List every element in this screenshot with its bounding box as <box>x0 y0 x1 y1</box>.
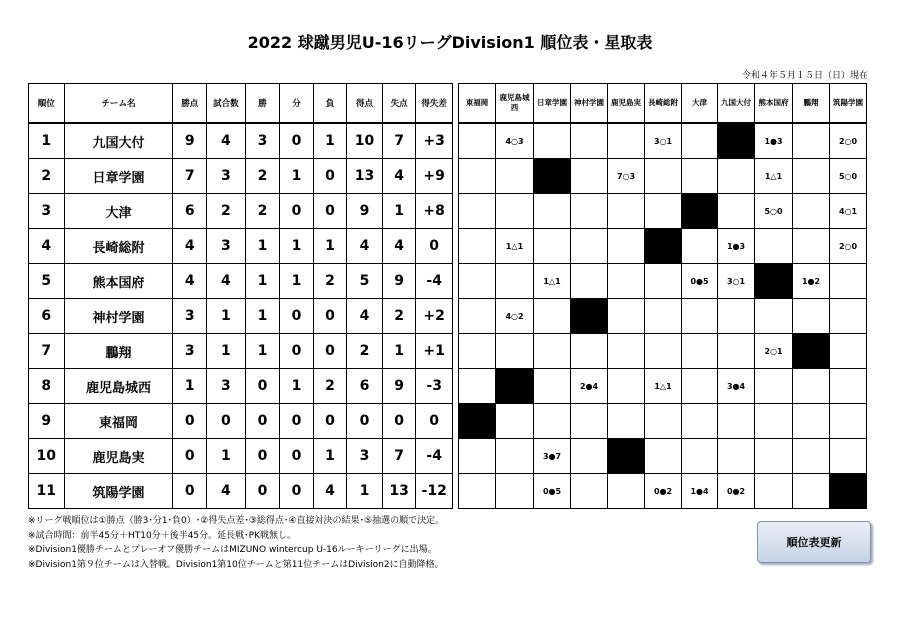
standings-cell-d: 0 <box>280 439 314 474</box>
match-result-cell <box>459 474 496 509</box>
standings-cell-d: 0 <box>280 194 314 229</box>
standings-row <box>29 404 453 439</box>
standings-cell-ga: 7 <box>382 123 416 159</box>
standings-cell-team: 鹿児島実 <box>64 439 173 474</box>
match-result-cell: 7○3 <box>608 159 645 194</box>
match-result-cell <box>608 334 645 369</box>
standings-cell-rank: 3 <box>29 194 65 229</box>
standings-cell-pts: 6 <box>173 194 207 229</box>
standings-cell-games: 4 <box>206 474 245 509</box>
standings-cell-l: 0 <box>313 404 347 439</box>
standings-cell-team: 神村学園 <box>64 299 173 334</box>
crosstable-header-cell: 大津 <box>682 84 718 124</box>
as-of-date: 令和４年５月１５日（日）現在 <box>741 71 868 81</box>
crosstable-row <box>459 474 867 509</box>
standings-cell-games: 1 <box>206 439 245 474</box>
match-result-cell <box>682 439 718 474</box>
standings-row <box>29 194 453 229</box>
match-result-cell: 0●2 <box>645 474 682 509</box>
match-result-cell <box>645 194 682 229</box>
standings-cell-team: 九国大付 <box>64 123 173 159</box>
match-result-cell <box>830 404 867 439</box>
match-result-cell: 0●5 <box>682 264 718 299</box>
standings-header-cell: 順位 <box>29 84 65 124</box>
match-result-cell <box>496 194 534 229</box>
standings-cell-pts: 0 <box>173 474 207 509</box>
match-result-cell <box>571 229 608 264</box>
match-result-cell <box>571 194 608 229</box>
match-result-cell <box>608 404 645 439</box>
standings-cell-gf: 6 <box>347 369 383 404</box>
match-result-cell <box>645 439 682 474</box>
standings-cell-pts: 7 <box>173 159 207 194</box>
standings-cell-games: 4 <box>206 123 245 159</box>
match-result-cell <box>755 299 793 334</box>
standings-cell-w: 1 <box>245 299 280 334</box>
standings-cell-gf: 9 <box>347 194 383 229</box>
standings-cell-gd: 0 <box>416 229 453 264</box>
standings-cell-w: 2 <box>245 159 280 194</box>
match-result-cell <box>830 299 867 334</box>
match-result-cell <box>608 229 645 264</box>
match-result-cell <box>755 474 793 509</box>
match-result-cell <box>534 404 571 439</box>
match-result-cell <box>608 123 645 159</box>
match-result-cell <box>682 404 718 439</box>
match-result-cell <box>496 264 534 299</box>
match-result-cell <box>459 299 496 334</box>
standings-cell-d: 1 <box>280 369 314 404</box>
standings-cell-rank: 8 <box>29 369 65 404</box>
page-title: 2022 球蹴男児U-16リーグDivision1 順位表・星取表 <box>247 33 653 52</box>
match-result-cell: 5○0 <box>830 159 867 194</box>
match-result-cell: 1△1 <box>645 369 682 404</box>
note-line: ※Division1優勝チームとプレーオフ優勝チームはMIZUNO wintercup U-16ルーキーリーグに出場。 <box>28 545 437 555</box>
standings-cell-gd: 0 <box>416 404 453 439</box>
standings-header-cell: 負 <box>313 84 347 124</box>
standings-cell-ga: 4 <box>382 229 416 264</box>
standings-cell-gd: +8 <box>416 194 453 229</box>
match-result-cell: 4○1 <box>830 194 867 229</box>
match-result-cell <box>459 264 496 299</box>
match-result-cell: 1△1 <box>755 159 793 194</box>
match-result-cell <box>718 159 755 194</box>
crosstable-row <box>459 299 867 334</box>
standings-table <box>28 83 453 509</box>
match-result-cell <box>571 439 608 474</box>
crosstable-header-cell: 九国大付 <box>718 84 755 124</box>
standings-cell-team: 熊本国府 <box>64 264 173 299</box>
match-result-cell <box>459 159 496 194</box>
standings-row <box>29 369 453 404</box>
note-line: ※試合時間：前半45分＋HT10分＋後半45分。延長戦･PK戦無し。 <box>28 530 296 541</box>
standings-cell-d: 0 <box>280 123 314 159</box>
match-result-cell: 2○1 <box>755 334 793 369</box>
standings-cell-d: 0 <box>280 474 314 509</box>
match-result-cell <box>571 404 608 439</box>
standings-row <box>29 474 453 509</box>
standings-row <box>29 159 453 194</box>
match-result-cell <box>645 334 682 369</box>
match-result-cell <box>534 299 571 334</box>
standings-cell-l: 1 <box>313 439 347 474</box>
match-result-cell <box>534 229 571 264</box>
standings-cell-l: 4 <box>313 474 347 509</box>
standings-cell-gd: +2 <box>416 299 453 334</box>
standings-cell-ga: 1 <box>382 334 416 369</box>
note-line: ※Division1第９位チームは入替戦。Division1第10位チームと第11位チームはDivision2に自動降格。 <box>28 559 444 570</box>
match-result-cell <box>459 334 496 369</box>
crosstable-self-cell <box>534 159 571 194</box>
match-result-cell <box>793 194 830 229</box>
standings-cell-pts: 0 <box>173 439 207 474</box>
crosstable-header-cell: 神村学園 <box>571 84 608 124</box>
match-result-cell <box>534 123 571 159</box>
standings-header-cell: 失点 <box>382 84 416 124</box>
match-result-cell <box>645 299 682 334</box>
standings-cell-rank: 5 <box>29 264 65 299</box>
standings-cell-w: 0 <box>245 439 280 474</box>
standings-cell-l: 0 <box>313 159 347 194</box>
standings-cell-rank: 10 <box>29 439 65 474</box>
match-result-cell <box>496 404 534 439</box>
match-result-cell <box>682 159 718 194</box>
standings-cell-gf: 10 <box>347 123 383 159</box>
match-result-cell <box>718 439 755 474</box>
crosstable-header-cell: 日章学園 <box>534 84 571 124</box>
match-result-cell <box>608 474 645 509</box>
crosstable-self-cell <box>608 439 645 474</box>
crosstable-self-cell <box>459 404 496 439</box>
standings-cell-ga: 2 <box>382 299 416 334</box>
match-result-cell <box>496 474 534 509</box>
standings-cell-pts: 9 <box>173 123 207 159</box>
standings-cell-gf: 4 <box>347 299 383 334</box>
match-result-cell <box>534 334 571 369</box>
standings-cell-gd: -3 <box>416 369 453 404</box>
crosstable-row <box>459 369 867 404</box>
crosstable-row <box>459 123 867 159</box>
match-result-cell <box>755 439 793 474</box>
standings-header-cell: 勝 <box>245 84 280 124</box>
standings-cell-pts: 4 <box>173 264 207 299</box>
match-result-cell <box>793 123 830 159</box>
match-result-cell <box>755 369 793 404</box>
match-result-cell <box>830 334 867 369</box>
standings-cell-rank: 2 <box>29 159 65 194</box>
crosstable-row <box>459 159 867 194</box>
match-result-cell <box>645 404 682 439</box>
crosstable-header-cell: 鵬翔 <box>793 84 830 124</box>
standings-cell-w: 1 <box>245 229 280 264</box>
standings-cell-w: 0 <box>245 474 280 509</box>
match-result-cell <box>608 369 645 404</box>
crosstable-self-cell <box>755 264 793 299</box>
standings-cell-l: 1 <box>313 123 347 159</box>
match-result-cell: 3○1 <box>645 123 682 159</box>
standings-cell-gd: -4 <box>416 439 453 474</box>
match-result-cell <box>793 299 830 334</box>
standings-cell-l: 2 <box>313 369 347 404</box>
match-result-cell: 2○0 <box>830 229 867 264</box>
match-result-cell <box>755 229 793 264</box>
match-result-cell <box>496 439 534 474</box>
standings-cell-gd: -12 <box>416 474 453 509</box>
standings-cell-gf: 4 <box>347 229 383 264</box>
standings-cell-ga: 0 <box>382 404 416 439</box>
match-result-cell: 1●2 <box>793 264 830 299</box>
standings-cell-gf: 2 <box>347 334 383 369</box>
crosstable-header-cell: 東福岡 <box>459 84 496 124</box>
crosstable-header-cell: 筑陽学園 <box>830 84 867 124</box>
standings-header-row <box>29 84 453 124</box>
match-result-cell <box>459 194 496 229</box>
crosstable-self-cell <box>571 299 608 334</box>
standings-cell-rank: 9 <box>29 404 65 439</box>
standings-cell-team: 日章学園 <box>64 159 173 194</box>
standings-cell-w: 3 <box>245 123 280 159</box>
standings-header-cell: 勝点 <box>173 84 207 124</box>
standings-cell-gf: 3 <box>347 439 383 474</box>
match-result-cell <box>534 194 571 229</box>
match-result-cell <box>830 264 867 299</box>
match-result-cell <box>718 404 755 439</box>
standings-cell-w: 0 <box>245 369 280 404</box>
standings-cell-w: 2 <box>245 194 280 229</box>
standings-cell-ga: 7 <box>382 439 416 474</box>
standings-cell-rank: 6 <box>29 299 65 334</box>
standings-cell-d: 1 <box>280 229 314 264</box>
match-result-cell: 4○2 <box>496 299 534 334</box>
match-result-cell <box>459 229 496 264</box>
crosstable-row <box>459 264 867 299</box>
match-result-cell <box>571 123 608 159</box>
standings-cell-games: 1 <box>206 334 245 369</box>
match-result-cell <box>645 159 682 194</box>
standings-cell-d: 0 <box>280 334 314 369</box>
crosstable-header-row <box>459 84 867 124</box>
standings-cell-l: 2 <box>313 264 347 299</box>
standings-cell-pts: 4 <box>173 229 207 264</box>
match-result-cell <box>459 369 496 404</box>
standings-cell-d: 0 <box>280 299 314 334</box>
crosstable-self-cell <box>718 123 755 159</box>
standings-cell-rank: 1 <box>29 123 65 159</box>
standings-cell-l: 1 <box>313 229 347 264</box>
match-result-cell <box>793 229 830 264</box>
notes <box>28 514 728 572</box>
note-line: ※リーグ戦順位は①勝点（勝3･分1･負0）･②得失点差･③総得点･④直接対決の結果･⑤抽選の順で決定。 <box>28 516 445 526</box>
standings-cell-gd: +3 <box>416 123 453 159</box>
match-result-cell <box>571 474 608 509</box>
match-result-cell <box>793 159 830 194</box>
standings-cell-gd: -4 <box>416 264 453 299</box>
standings-cell-team: 筑陽学園 <box>64 474 173 509</box>
standings-cell-rank: 7 <box>29 334 65 369</box>
standings-cell-games: 2 <box>206 194 245 229</box>
standings-cell-games: 1 <box>206 299 245 334</box>
standings-cell-team: 鹿児島城西 <box>64 369 173 404</box>
standings-cell-d: 0 <box>280 404 314 439</box>
standings-cell-gd: +1 <box>416 334 453 369</box>
match-result-cell <box>682 334 718 369</box>
standings-cell-w: 1 <box>245 334 280 369</box>
standings-cell-pts: 3 <box>173 334 207 369</box>
crosstable-header-cell: 長崎総附 <box>645 84 682 124</box>
standings-cell-pts: 3 <box>173 299 207 334</box>
match-result-cell: 0●5 <box>534 474 571 509</box>
match-result-cell: 4○3 <box>496 123 534 159</box>
standings-cell-rank: 11 <box>29 474 65 509</box>
standings-cell-ga: 9 <box>382 369 416 404</box>
standings-cell-ga: 4 <box>382 159 416 194</box>
match-result-cell <box>459 439 496 474</box>
match-result-cell <box>571 264 608 299</box>
match-result-cell: 1●3 <box>755 123 793 159</box>
match-result-cell <box>682 229 718 264</box>
standings-cell-games: 4 <box>206 264 245 299</box>
standings-cell-gf: 13 <box>347 159 383 194</box>
standings-cell-gf: 0 <box>347 404 383 439</box>
standings-cell-rank: 4 <box>29 229 65 264</box>
crosstable-self-cell <box>682 194 718 229</box>
match-result-cell <box>718 194 755 229</box>
match-result-cell <box>608 299 645 334</box>
standings-cell-games: 0 <box>206 404 245 439</box>
match-result-cell <box>496 159 534 194</box>
match-result-cell <box>830 369 867 404</box>
standings-cell-team: 大津 <box>64 194 173 229</box>
crosstable-self-cell <box>496 369 534 404</box>
match-result-cell <box>534 369 571 404</box>
standings-row <box>29 439 453 474</box>
match-result-cell <box>645 264 682 299</box>
standings-cell-gf: 5 <box>347 264 383 299</box>
standings-cell-w: 1 <box>245 264 280 299</box>
match-result-cell <box>459 123 496 159</box>
standings-cell-team: 長崎総附 <box>64 229 173 264</box>
update-standings-button[interactable]: 順位表更新 <box>757 521 871 563</box>
match-result-cell: 1●3 <box>718 229 755 264</box>
standings-row <box>29 229 453 264</box>
match-result-cell <box>682 299 718 334</box>
crosstable-row <box>459 439 867 474</box>
match-result-cell: 3●7 <box>534 439 571 474</box>
crosstable-row <box>459 404 867 439</box>
standings-cell-games: 3 <box>206 369 245 404</box>
match-result-cell <box>718 334 755 369</box>
match-result-cell <box>793 369 830 404</box>
standings-header-cell: 得失差 <box>416 84 453 124</box>
crosstable-self-cell <box>793 334 830 369</box>
standings-header-cell: 試合数 <box>206 84 245 124</box>
standings-cell-team: 東福岡 <box>64 404 173 439</box>
crosstable-row <box>459 229 867 264</box>
standings-cell-team: 鵬翔 <box>64 334 173 369</box>
standings-cell-w: 0 <box>245 404 280 439</box>
standings-header-cell: 分 <box>280 84 314 124</box>
match-result-cell <box>793 439 830 474</box>
match-result-cell <box>608 264 645 299</box>
standings-cell-gd: +9 <box>416 159 453 194</box>
match-result-cell: 2●4 <box>571 369 608 404</box>
standings-header-cell: 得点 <box>347 84 383 124</box>
standings-cell-l: 0 <box>313 299 347 334</box>
match-result-cell <box>793 474 830 509</box>
match-result-cell <box>571 334 608 369</box>
standings-row <box>29 299 453 334</box>
standings-cell-gf: 1 <box>347 474 383 509</box>
standings-cell-l: 0 <box>313 334 347 369</box>
standings-cell-d: 1 <box>280 264 314 299</box>
crosstable-self-cell <box>645 229 682 264</box>
standings-cell-d: 1 <box>280 159 314 194</box>
results-crosstable <box>458 83 867 509</box>
standings-cell-games: 3 <box>206 159 245 194</box>
match-result-cell <box>718 299 755 334</box>
match-result-cell: 1●4 <box>682 474 718 509</box>
standings-cell-games: 3 <box>206 229 245 264</box>
match-result-cell <box>608 194 645 229</box>
crosstable-row <box>459 194 867 229</box>
crosstable-row <box>459 334 867 369</box>
standings-row <box>29 123 453 159</box>
match-result-cell: 2○0 <box>830 123 867 159</box>
match-result-cell <box>682 123 718 159</box>
standings-cell-pts: 1 <box>173 369 207 404</box>
standings-row <box>29 264 453 299</box>
standings-header-cell: チーム名 <box>64 84 173 124</box>
match-result-cell: 1△1 <box>534 264 571 299</box>
match-result-cell <box>682 369 718 404</box>
standings-cell-ga: 1 <box>382 194 416 229</box>
crosstable-header-cell: 鹿児島実 <box>608 84 645 124</box>
standings-row <box>29 334 453 369</box>
standings-cell-pts: 0 <box>173 404 207 439</box>
match-result-cell <box>793 404 830 439</box>
crosstable-header-cell: 鹿児島城西 <box>496 84 534 124</box>
standings-cell-ga: 9 <box>382 264 416 299</box>
match-result-cell: 1△1 <box>496 229 534 264</box>
match-result-cell: 3○1 <box>718 264 755 299</box>
standings-cell-l: 0 <box>313 194 347 229</box>
standings-cell-ga: 13 <box>382 474 416 509</box>
match-result-cell <box>830 439 867 474</box>
match-result-cell: 3●4 <box>718 369 755 404</box>
crosstable-header-cell: 熊本国府 <box>755 84 793 124</box>
match-result-cell: 5○0 <box>755 194 793 229</box>
match-result-cell <box>755 404 793 439</box>
match-result-cell: 0●2 <box>718 474 755 509</box>
crosstable-self-cell <box>830 474 867 509</box>
match-result-cell <box>496 334 534 369</box>
match-result-cell <box>571 159 608 194</box>
